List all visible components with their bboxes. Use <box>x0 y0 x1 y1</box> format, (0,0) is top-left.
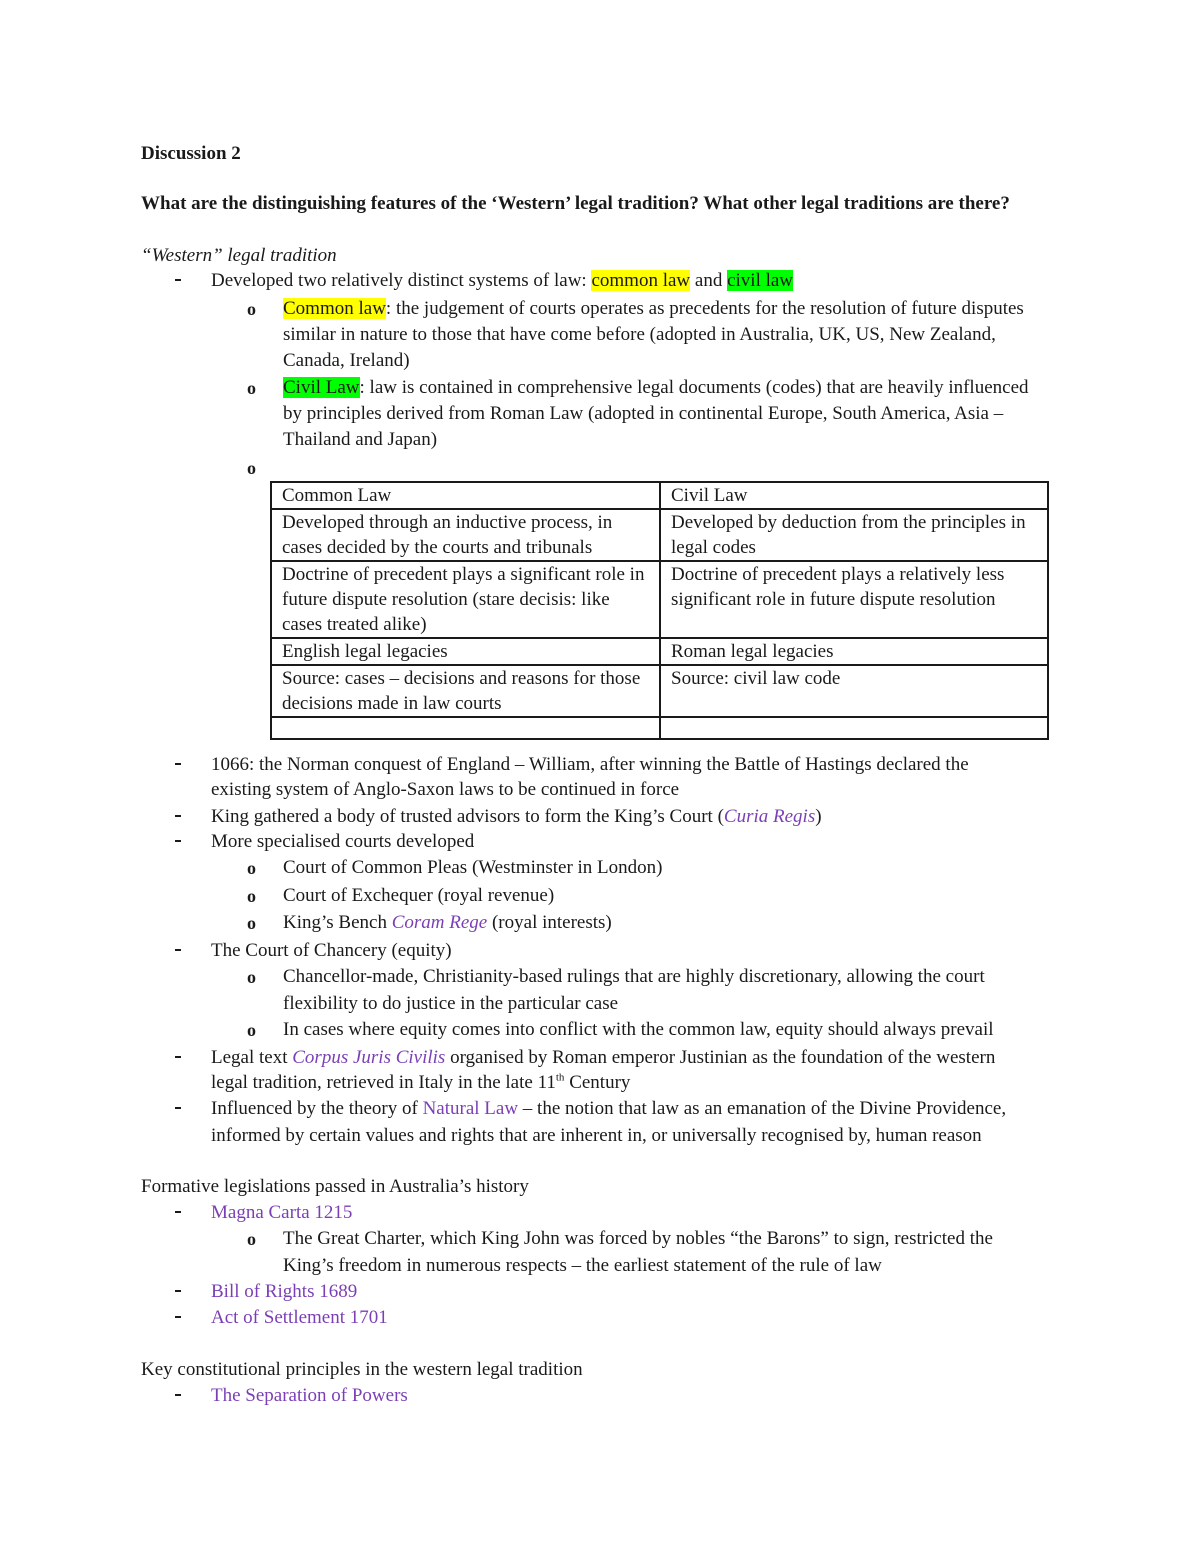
list-item: Common law: the judgement of courts operates as precedents for the resolution of future disputes <box>283 298 1024 319</box>
term-link[interactable]: Act of Settlement 1701 <box>211 1307 388 1328</box>
table-cell: Common Law <box>271 482 660 509</box>
list-item: King gathered a body of trusted advisors to form the King’s Court (Curia Regis) <box>211 806 822 827</box>
list-item: The Great Charter, which King John was forced by nobles “the Barons” to sign, restricted the <box>283 1228 993 1249</box>
circle-bullet-icon: o <box>247 458 256 478</box>
dash-bullet <box>174 1305 182 1331</box>
list-item-line: existing system of Anglo-Saxon laws to be continued in force <box>211 779 680 800</box>
list-item: 1066: the Norman conquest of England – William, after winning the Battle of Hastings declared the <box>211 754 969 775</box>
dash-bullet <box>174 1383 182 1409</box>
table-cell: Developed by deduction from the principles in legal codes <box>660 509 1048 561</box>
list-item-line: King’s freedom in numerous respects – the earliest statement of the rule of law <box>283 1255 882 1276</box>
circle-bullet-icon: o <box>247 913 256 933</box>
list-item: Court of Exchequer (royal revenue) <box>283 885 555 906</box>
table-row <box>271 561 1048 638</box>
list-item-line: informed by certain values and rights that are inherent in, or universally recognised by, human reason <box>211 1125 982 1146</box>
circle-bullet-icon: o <box>247 378 256 398</box>
circle-bullet-icon: o <box>247 1229 256 1249</box>
question-heading: What are the distinguishing features of the ‘Western’ legal tradition? What other legal traditions are there? <box>141 193 1010 214</box>
table-row <box>271 482 1048 509</box>
dash-bullet <box>174 268 182 294</box>
list-item: In cases where equity comes into conflict with the common law, equity should always prevail <box>283 1019 994 1040</box>
term-link[interactable]: Bill of Rights 1689 <box>211 1281 358 1302</box>
comparison-table <box>270 481 1049 740</box>
list-item: Legal text Corpus Juris Civilis organised by Roman emperor Justinian as the foundation of the western <box>211 1047 996 1068</box>
list-item: Developed two relatively distinct systems of law: common law and civil law <box>211 270 794 291</box>
dash-bullet <box>174 1279 182 1305</box>
dash-bullet <box>174 804 182 830</box>
list-item-line: by principles derived from Roman Law (adopted in continental Europe, South America, Asia – <box>283 403 1004 424</box>
dash-bullet <box>174 1045 182 1071</box>
table-cell: Civil Law <box>660 482 1048 509</box>
table-cell <box>660 717 1048 739</box>
list-item: Chancellor-made, Christianity-based rulings that are highly discretionary, allowing the court <box>283 966 985 987</box>
table-cell: Roman legal legacies <box>660 638 1048 665</box>
term-link[interactable]: Natural Law <box>422 1098 519 1119</box>
table-cell: Developed through an inductive process, in cases decided by the courts and tribunals <box>271 509 660 561</box>
highlighted-term: Civil Law <box>283 377 360 398</box>
list-item: Influenced by the theory of Natural Law – the notion that law as an emanation of the Divine Providence, <box>211 1098 1007 1119</box>
section-heading: Formative legislations passed in Australia’s history <box>141 1176 529 1197</box>
list-item: More specialised courts developed <box>211 831 475 852</box>
dash-bullet <box>174 829 182 855</box>
circle-bullet-icon: o <box>247 858 256 878</box>
list-item-line: legal tradition, retrieved in Italy in the late 11th Century <box>211 1071 631 1093</box>
list-item-line: flexibility to do justice in the particular case <box>283 993 619 1014</box>
list-item-line: similar in nature to those that have come before (adopted in Australia, UK, US, New Zealand, <box>283 324 996 345</box>
dash-bullet <box>174 938 182 964</box>
term-link[interactable]: Magna Carta 1215 <box>211 1202 353 1223</box>
list-item: The Court of Chancery (equity) <box>211 940 452 961</box>
table-row <box>271 717 1048 739</box>
term-link[interactable]: Curia Regis <box>723 806 816 827</box>
circle-bullet-icon: o <box>247 299 256 319</box>
list-item-line: Canada, Ireland) <box>283 350 410 371</box>
circle-bullet-icon: o <box>247 967 256 987</box>
list-item: Civil Law: law is contained in comprehensive legal documents (codes) that are heavily influenced <box>283 377 1029 398</box>
term-link[interactable]: Corpus Juris Civilis <box>292 1047 446 1068</box>
circle-bullet-icon: o <box>247 1020 256 1040</box>
table-cell: Doctrine of precedent plays a relatively less significant role in future dispute resolution <box>660 561 1048 638</box>
table-cell: Source: cases – decisions and reasons for those decisions made in law courts <box>271 665 660 717</box>
dash-bullet <box>174 1200 182 1226</box>
highlighted-term: Common law <box>283 298 386 319</box>
table-row <box>271 509 1048 561</box>
list-item-line: Thailand and Japan) <box>283 429 438 450</box>
table-cell: English legal legacies <box>271 638 660 665</box>
highlighted-term: common law <box>591 270 691 291</box>
table-cell: Source: civil law code <box>660 665 1048 717</box>
dash-bullet <box>174 1096 182 1122</box>
term-link[interactable]: Coram Rege <box>391 912 488 933</box>
table-row <box>271 665 1048 717</box>
list-item: Court of Common Pleas (Westminster in London) <box>283 857 663 878</box>
western-heading: “Western” legal tradition <box>141 245 337 266</box>
doc-title: Discussion 2 <box>141 143 241 164</box>
dash-bullet <box>174 752 182 778</box>
circle-bullet-icon: o <box>247 886 256 906</box>
term-link[interactable]: The Separation of Powers <box>211 1385 408 1406</box>
table-cell <box>271 717 660 739</box>
section-heading: Key constitutional principles in the western legal tradition <box>141 1359 583 1380</box>
table-row <box>271 638 1048 665</box>
highlighted-term: civil law <box>727 270 794 291</box>
table-cell: Doctrine of precedent plays a significant role in future dispute resolution (stare decisis: like cases treated alike) <box>271 561 660 638</box>
list-item: King’s Bench Coram Rege (royal interests) <box>283 912 612 933</box>
